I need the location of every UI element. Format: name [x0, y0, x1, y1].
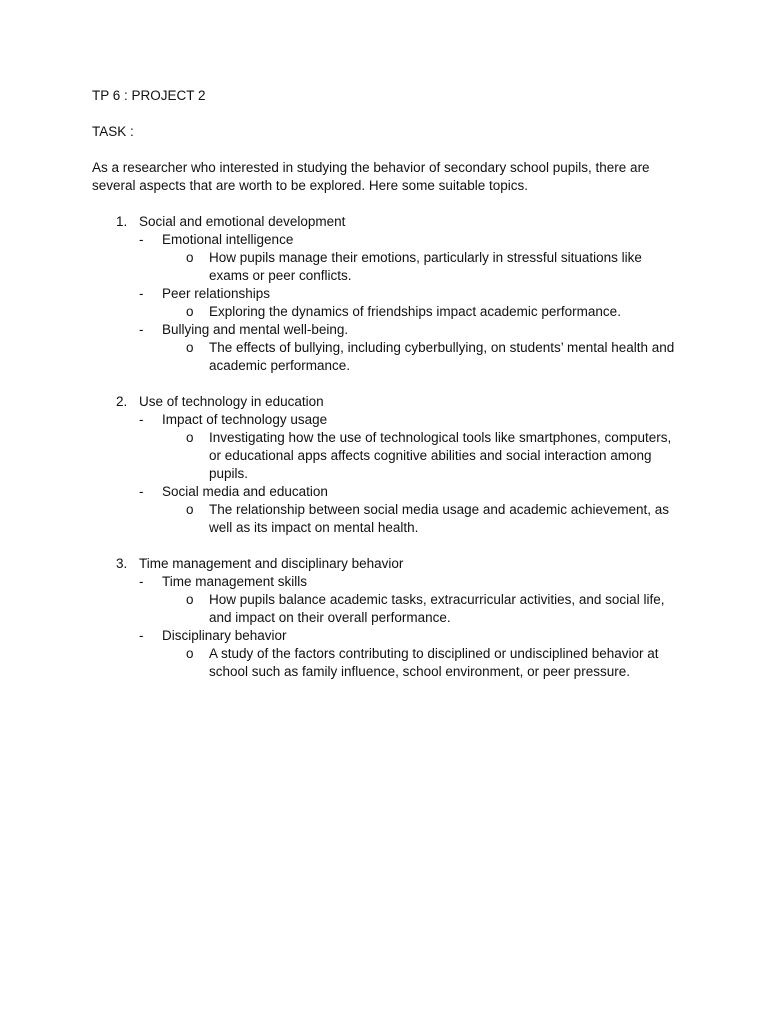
- detail-bullet: o: [186, 592, 194, 607]
- subtopic-marker: -: [139, 322, 144, 337]
- subtopic-marker: -: [139, 574, 144, 589]
- subtopic-marker: -: [139, 412, 144, 427]
- detail-text: How pupils balance academic tasks, extracurricular activities, and social life, and impact on their overall performance.: [209, 592, 665, 625]
- subtopic-item: [92, 321, 682, 339]
- detail-bullet: o: [186, 502, 194, 517]
- subtopic-marker: -: [139, 232, 144, 247]
- subtopic-item: [92, 483, 682, 501]
- detail-item: [92, 501, 682, 537]
- document-body: [92, 87, 682, 699]
- subtopic-item: [92, 231, 682, 249]
- subtopic-item: [92, 573, 682, 591]
- topic-item: [92, 213, 682, 375]
- detail-item: [92, 645, 682, 681]
- subtopic-label: Bullying and mental well-being.: [162, 322, 349, 337]
- detail-item: [92, 429, 682, 483]
- subtopic-marker: -: [139, 286, 144, 301]
- intro-paragraph: As a researcher who interested in studying the behavior of secondary school pupils, there are several aspects that are worth to be explored. Here some suitable topics.: [92, 160, 650, 193]
- subtopic-item: [92, 411, 682, 429]
- topic-title: Social and emotional development: [139, 214, 346, 229]
- subtopic-item: [92, 627, 682, 645]
- topic-number: 2.: [116, 394, 128, 409]
- detail-text: A study of the factors contributing to disciplined or undisciplined behavior at school such as family influence, school environment, or peer pressure.: [209, 646, 659, 679]
- subtopic-marker: -: [139, 484, 144, 499]
- detail-bullet: o: [186, 646, 194, 661]
- topic-list: [92, 213, 682, 681]
- topic-item: [92, 393, 682, 537]
- subtopic-label: Impact of technology usage: [162, 412, 328, 427]
- subtopic-label: Emotional intelligence: [162, 232, 294, 247]
- detail-item: [92, 249, 682, 285]
- detail-bullet: o: [186, 250, 194, 265]
- task-label: TASK :: [92, 124, 134, 139]
- detail-bullet: o: [186, 304, 194, 319]
- subtopic-label: Disciplinary behavior: [162, 628, 287, 643]
- topic-title: Use of technology in education: [139, 394, 324, 409]
- detail-item: [92, 303, 682, 321]
- detail-text: How pupils manage their emotions, particularly in stressful situations like exams or peer conflicts.: [209, 250, 642, 283]
- detail-text: Exploring the dynamics of friendships impact academic performance.: [209, 304, 621, 319]
- detail-text: The relationship between social media usage and academic achievement, as well as its impact on mental health.: [209, 502, 670, 535]
- subtopic-label: Social media and education: [162, 484, 328, 499]
- detail-text: The effects of bullying, including cyberbullying, on students’ mental health and academic performance.: [209, 340, 675, 373]
- detail-bullet: o: [186, 430, 194, 445]
- topic-title: Time management and disciplinary behavior: [139, 556, 404, 571]
- detail-bullet: o: [186, 340, 194, 355]
- detail-item: [92, 591, 682, 627]
- detail-text: Investigating how the use of technological tools like smartphones, computers, or educational apps affects cognitive abilities and social interaction among pupils.: [209, 430, 672, 481]
- subtopic-marker: -: [139, 628, 144, 643]
- topic-item: [92, 555, 682, 681]
- detail-item: [92, 339, 682, 375]
- topic-number: 3.: [116, 556, 128, 571]
- subtopic-label: Time management skills: [162, 574, 308, 589]
- document-title: TP 6 : PROJECT 2: [92, 88, 206, 103]
- topic-number: 1.: [116, 214, 128, 229]
- subtopic-label: Peer relationships: [162, 286, 271, 301]
- subtopic-item: [92, 285, 682, 303]
